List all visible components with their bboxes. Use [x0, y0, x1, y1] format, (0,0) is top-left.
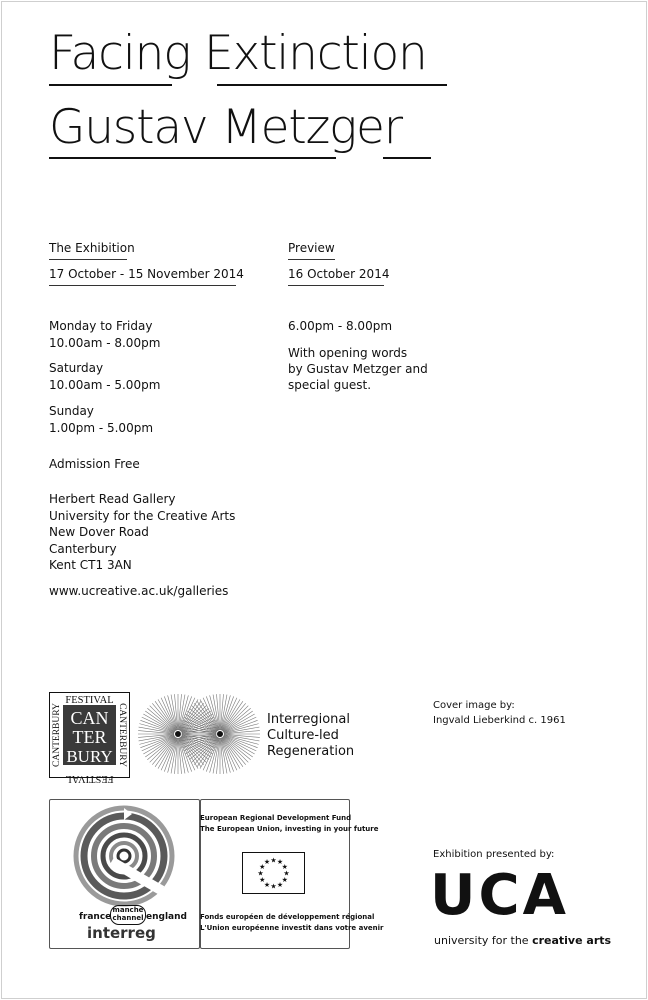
uca-tagline: [434, 934, 611, 948]
exhibition-dates-rule: [49, 285, 236, 286]
canterbury-festival-logo: [49, 692, 130, 784]
icr-line-3: Regeneration: [267, 744, 355, 759]
presented-by-label: Exhibition presented by:: [433, 849, 555, 860]
interreg-name: interreg: [87, 924, 156, 942]
interreg-manche: manche: [112, 906, 144, 914]
title-rule-1b: [217, 84, 447, 86]
interreg-england: england: [146, 912, 187, 922]
title-line-2: Gustav Metzger: [49, 100, 402, 155]
title-line-1: Facing Extinction: [49, 26, 427, 81]
festival-center-1: CAN: [70, 708, 109, 728]
eu-star: ★: [276, 858, 284, 867]
preview-date: 16 October 2014: [288, 267, 390, 281]
preview-time: 6.00pm - 8.00pm: [288, 319, 393, 333]
address-line-4: Canterbury: [49, 542, 117, 556]
interreg-spiral-icon: [72, 804, 176, 908]
eu-star: ★: [259, 876, 266, 884]
title-rule-2a: [49, 157, 336, 159]
preview-words-3: special guest.: [288, 378, 372, 392]
uca-logo: UCA: [430, 863, 569, 928]
address-line-5: Kent CT1 3AN: [49, 558, 132, 572]
title-rule-1a: [49, 84, 172, 86]
interreg-channel: channel: [112, 914, 144, 922]
hours-sunday-day: Sunday: [49, 404, 94, 418]
exhibition-label-rule: [49, 259, 127, 260]
admission-text: Admission Free: [49, 457, 140, 471]
eu-star: ★: [263, 858, 271, 867]
eu-star: ★: [263, 880, 271, 889]
festival-side-left: CANTERBURY: [52, 703, 62, 767]
icr-burst-icon: [136, 690, 260, 778]
address-line-3: New Dover Road: [49, 525, 149, 539]
hours-weekday-day: Monday to Friday: [49, 319, 153, 333]
uca-tagline-prefix: university for the: [434, 934, 533, 947]
exhibition-dates: 17 October - 15 November 2014: [49, 267, 244, 281]
eu-star: ★: [257, 869, 264, 878]
eu-fr-2: L'Union européenne investit dans votre avenir: [200, 924, 384, 932]
icr-line-2: Culture-led: [267, 728, 339, 743]
festival-center-2: TER: [72, 727, 107, 747]
eu-star: ★: [281, 863, 288, 871]
eu-star: ★: [270, 882, 277, 891]
festival-top: FESTIVAL: [65, 695, 114, 706]
address-line-2: University for the Creative Arts: [49, 509, 236, 523]
hours-saturday-day: Saturday: [49, 361, 104, 375]
eu-star: ★: [276, 880, 284, 889]
preview-date-rule: [288, 285, 384, 286]
eu-fr-1: Fonds européen de développement régional: [200, 913, 375, 921]
eu-title-1: European Regional Development Fund: [200, 814, 352, 822]
hours-weekday-time: 10.00am - 8.00pm: [49, 336, 161, 350]
address-line-1: Herbert Read Gallery: [49, 492, 176, 506]
interreg-channel-badge: [110, 905, 146, 925]
cover-credit-label: Cover image by:: [433, 700, 515, 711]
preview-words-1: With opening words: [288, 346, 408, 360]
hours-saturday-time: 10.00am - 5.00pm: [49, 378, 161, 392]
exhibition-label: The Exhibition: [49, 241, 135, 255]
cover-credit-name: Ingvald Lieberkind c. 1961: [433, 715, 566, 726]
festival-bottom: FESTIVAL: [65, 773, 114, 784]
title-rule-2b: [383, 157, 431, 159]
eu-star: ★: [259, 863, 266, 871]
festival-center-3: BURY: [66, 747, 113, 766]
eu-title-2: The European Union, investing in your future: [200, 825, 379, 833]
eu-star: ★: [281, 876, 288, 884]
preview-label-rule: [288, 259, 335, 260]
eu-flag-icon: [242, 852, 305, 894]
eu-star: ★: [283, 869, 290, 878]
icr-line-1: Interregional: [267, 712, 350, 727]
preview-label: Preview: [288, 241, 335, 255]
eu-star: ★: [270, 856, 277, 865]
preview-words-2: by Gustav Metzger and: [288, 362, 428, 376]
website-link[interactable]: www.ucreative.ac.uk/galleries: [49, 584, 229, 598]
interreg-france: france: [79, 912, 112, 922]
uca-tagline-bold: creative arts: [532, 934, 612, 947]
festival-side-right: CANTERBURY: [117, 703, 127, 767]
hours-sunday-time: 1.00pm - 5.00pm: [49, 421, 154, 435]
